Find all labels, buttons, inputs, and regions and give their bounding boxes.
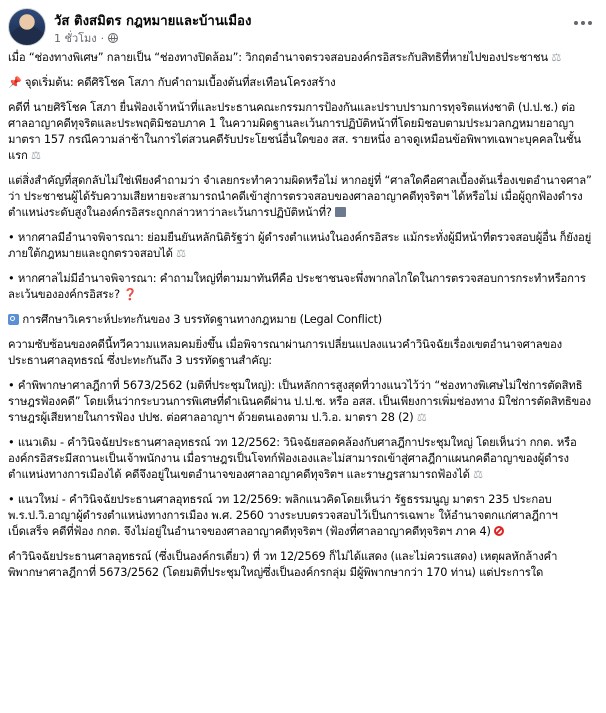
bullet-supreme-court: [8, 378, 596, 426]
pushpin-icon: 📌: [8, 76, 22, 89]
intro-text: เมื่อ “ช่องทางพิเศษ” กลายเป็น “ช่องทางปิดล้อม”: วิกฤตอำนาจตรวจสอบองค์กรอิสระกับสิทธิที่หายไปของประชาชน: [8, 51, 548, 64]
more-options-button[interactable]: [568, 12, 598, 34]
analysis-heading: การศึกษาวิเคราะห์ปะทะกันของ 3 บรรทัดฐานทางกฎหมาย (Legal Conflict): [22, 313, 382, 326]
paragraph-complexity: [8, 337, 596, 369]
bullet-text: • คำพิพากษาศาลฎีกาที่ 5673/2562 (มติที่ประชุมใหญ่): เป็นหลักการสูงสุดที่วางแนวไว้ว่า “ช่องทางพิเศษไม่ใช่การตัดสิทธิราษฎรฟ้องคดี” โดยเห็นว่ากระบวนการพิเศษที่ดำเนินคดีผ่าน ป.ป.ช. หรือ อสส. เป็นเพียงการเพิ่มช่องทาง มิใช่การตัดสิทธิของราษฎรผู้เสียหายในการฟ้อง ปปช. ต่อศาลอาญาฯ ด้วยตนเองตาม ป.วิ.อ. มาตรา 28 (2): [8, 379, 591, 424]
paragraph-analysis-heading: [8, 312, 596, 328]
search-icon: [8, 314, 19, 325]
bullet-text: • แนวใหม่ - คำวินิจฉัยประธานศาลอุทธรณ์ วท 12/2569: พลิกแนวคิดโดยเห็นว่า รัฐธรรมนูญ มาตรา 235 ประกอบ พ.ร.ป.วิ.อาญาผู้ดำรงตำแหน่งทางการเมือง พ.ศ. 2560 วางระบบตรวจสอบไว้เป็นการเฉพาะ ให้อำนาจตกแก่ศาลฎีกาฯ เบ็ดเสร็จ คดีที่ฟ้อง กกต. จึงไม่อยู่ในอำนาจของศาลอาญาคดีทุจริตฯ (ฟ้องที่ศาลอาญาคดีทุจริตฯ ภาค 4): [8, 493, 558, 538]
scales-icon: ⚖: [31, 149, 41, 162]
post-meta: [54, 29, 118, 47]
paragraph-question: [8, 173, 596, 221]
meta-separator: ·: [100, 31, 105, 45]
bank-icon: [335, 207, 346, 217]
case-text: คดีที่ นายศิริโชค โสภา ยื่นฟ้องเจ้าหน้าที่และประธานคณะกรรมการป้องกันและปราบปรามการทุจริตแห่งชาติ (ป.ป.ช.) ต่อ ศาลอาญาคดีทุจริตและประพฤติมิชอบภาค 1 ในความผิดฐานละเว้นการปฏิบัติหน้าที่โดยมิชอบตามประมวลกฎหมายอาญา มาตรา 157 กรณีความล่าช้าในการไต่สวนคดีรับประโยชน์อื่นใดของ สส. รายหนึ่ง อาจดูเหมือนข้อพิพาทเฉพาะบุคคลในชั้นแรก: [8, 101, 581, 162]
bullet-old-ruling: [8, 435, 596, 483]
conclusion-text: คำวินิจฉัยประธานศาลอุทธรณ์ (ซึ่งเป็นองค์กรเดี่ยว) ที่ วท 12/2569 ก็ไม่ได้แสดง (และไม่ควรแสดง) เหตุผลหักล้างคำพิพากษาศาลฎีกาที่ 5673/2562 (โดยมติที่ประชุมใหญ่ซึ่งเป็นองค์กรกลุ่ม มีผู้พิพากษากว่า 170 ท่าน) แต่ประการใด: [8, 550, 558, 579]
post-header: [0, 6, 606, 50]
scales-icon: ⚖: [176, 247, 186, 260]
paragraph-case: [8, 100, 596, 164]
scales-icon: ⚖: [551, 51, 562, 64]
start-point-heading: จุดเริ่มต้น: คดีศิริโชค โสภา กับคำถามเบื้องต้นที่สะเทือนโครงสร้าง: [24, 76, 336, 89]
scales-icon: ⚖: [416, 411, 427, 424]
scales-icon: ⚖: [473, 468, 483, 481]
question-text: แต่สิ่งสำคัญที่สุดกลับไม่ใช่เพียงคำถามว่า จำเลยกระทำความผิดหรือไม่ หากอยู่ที่ “ศาลใดคือศาลเบื้องต้นเรื่องเขตอำนาจศาล” ว่า ประชาชนผู้ได้รับความเสียหายจะสามารถนำคดีเข้าสู่การตรวจสอบของศาลอาญาคดีทุจริตฯ ได้หรือไม่ เมื่อผู้ถูกฟ้องดำรงตำแหน่งระดับสูงในองค์กรอิสระถูกกล่าวหาว่าละเว้นการปฏิบัติหน้าที่?: [8, 174, 592, 219]
author-name[interactable]: วัส ติงสมิตร กฎหมายและบ้านเมือง: [54, 14, 252, 29]
question-mark-icon: ❓: [123, 288, 138, 301]
dot-icon: [588, 21, 592, 25]
paragraph-start-point: [8, 75, 596, 91]
bullet-new-ruling: [8, 492, 596, 540]
bullet-has-jurisdiction: [8, 230, 596, 262]
avatar[interactable]: [8, 8, 46, 46]
paragraph-intro: [8, 50, 596, 66]
post-body: [0, 50, 606, 581]
bullet-text: • แนวเดิม - คำวินิจฉัยประธานศาลอุทธรณ์ วท 12/2562: วินิจฉัยสอดคล้องกับศาลฎีกาประชุมใหญ่ โดยเห็นว่า กกต. หรือองค์กรอิสระมีสถานะเป็นเจ้าพนักงาน เมื่อราษฎรเป็นโจทก์ฟ้องเองและไม่สามารถเข้าสู่ศาลฎีกาแผนกคดีอาญาของผู้ดำรงตำแหน่งทางการเมืองได้ คดีจึงอยู่ในเขตอำนาจของศาลอาญาคดีทุจริตฯ และราษฎรสามารถฟ้องได้: [8, 436, 577, 481]
post-time[interactable]: 1 ชั่วโมง: [54, 32, 97, 45]
bullet-text: • หากศาลมีอำนาจพิจารณา: ย่อมยืนยันหลักนิติรัฐว่า ผู้ดำรงตำแหน่งในองค์กรอิสระ แม้กระทั่งผู้มีหน้าที่ตรวจสอบผู้อื่น ก็ยังอยู่ภายใต้กฎหมายและถูกตรวจสอบได้: [8, 231, 592, 260]
complexity-text: ความซับซ้อนของคดีนี้ทวีความแหลมคมยิ่งขึ้น เมื่อพิจารณาผ่านการเปลี่ยนแปลงแนวคำวินิจฉัยเรื่องเขตอำนาจศาลของประธานศาลอุทธรณ์ ซึ่งปะทะกันถึง 3 บรรทัดฐานสำคัญ:: [8, 338, 562, 367]
paragraph-conclusion: [8, 549, 596, 581]
prohibited-icon: [494, 526, 504, 536]
bullet-no-jurisdiction: [8, 271, 596, 303]
dot-icon: [581, 21, 585, 25]
bullet-text: • หากศาลไม่มีอำนาจพิจารณา: คำถามใหญ่ที่ตามมาทันทีคือ ประชาชนจะพึ่งพากลไกใดในการตรวจสอบการกระทำหรือการละเว้นขององค์กรอิสระ?: [8, 272, 586, 301]
dot-icon: [574, 21, 578, 25]
globe-icon[interactable]: [108, 33, 118, 43]
